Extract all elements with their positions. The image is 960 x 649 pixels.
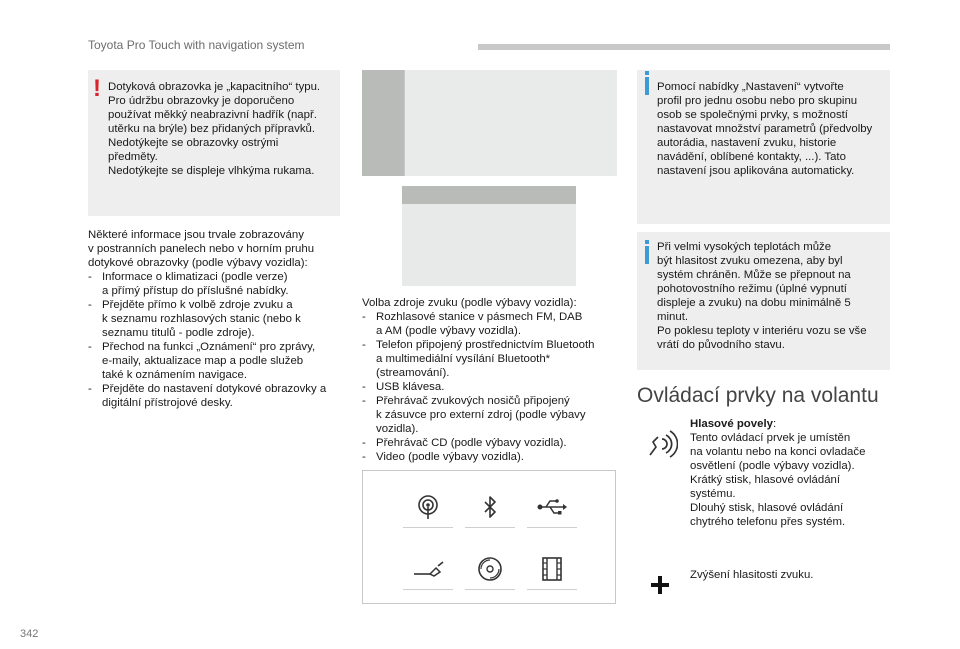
warning-line: používat měkký neabrazivní hadřík (např. xyxy=(108,109,317,121)
cd-icon xyxy=(477,556,503,582)
info-line: Pomocí nabídky „Nastavení“ vytvořte xyxy=(657,81,844,93)
list-item: - Přechod na funkci „Oznámení“ pro zprávy, e-maily, aktualizace map a podle služeb také k oznámením navigace. xyxy=(88,340,353,382)
info-line: osob se společnými prvky, s možností xyxy=(657,109,848,121)
warning-line: Nedotýkejte se obrazovky ostrými xyxy=(108,137,279,149)
voice-line: na volantu nebo na konci ovladače xyxy=(690,446,866,458)
list-line: také k oznámením navigace. xyxy=(102,369,247,381)
voice-line: Krátký stisk, hlasové ovládání xyxy=(690,474,841,486)
voice-command-colon: : xyxy=(772,418,777,430)
list-line: Přejděte do nastavení dotykové obrazovky a xyxy=(102,383,327,395)
middle-body xyxy=(362,296,622,464)
info-text-profiles xyxy=(657,80,889,178)
info-line: vrátí do původního stavu. xyxy=(657,339,785,351)
voice-command-heading xyxy=(690,417,890,431)
list-line: Přehrávač zvukových nosičů připojený xyxy=(376,395,570,407)
voice-line: Dlouhý stisk, hlasové ovládání xyxy=(690,502,844,514)
info-icon xyxy=(645,77,649,95)
list-item: - Přejděte přímo k volbě zdroje zvuku a k seznamu rozhlasových stanic (nebo k seznamu titulů - podle zdroje). xyxy=(88,298,353,340)
voice-command-icon xyxy=(644,425,678,459)
radio-icon xyxy=(416,494,440,520)
list-line: Přejděte přímo k volbě zdroje zvuku a xyxy=(102,299,293,311)
list-item: - Telefon připojený prostřednictvím Bluetooth a multimediální vysílání Bluetooth* (streamování). xyxy=(362,338,622,380)
info-line: nastavení jsou aplikována automaticky. xyxy=(657,165,855,177)
list-line: Přechod na funkci „Oznámení“ pro zprávy, xyxy=(102,341,316,353)
list-line: a přímý přístup do příslušné nabídky. xyxy=(102,285,289,297)
info-line: Po poklesu teploty v interiéru vozu se vše xyxy=(657,325,867,337)
info-icon-dot xyxy=(645,240,649,244)
left-list xyxy=(88,270,353,410)
list-line: Informace o klimatizaci (podle verze) xyxy=(102,271,288,283)
voice-line: chytrého telefonu přes systém. xyxy=(690,516,846,528)
list-item: - USB klávesa. xyxy=(362,380,622,394)
left-intro-line: v postranních panelech nebo v horním pruhu xyxy=(88,243,315,255)
voice-line: osvětlení (podle výbavy vozidla). xyxy=(690,460,855,472)
voice-command-label: Hlasové povely xyxy=(690,418,773,430)
screen-image-top xyxy=(362,70,616,176)
page-number: 342 xyxy=(20,628,39,640)
list-line: a multimediální vysílání Bluetooth* xyxy=(376,353,551,365)
list-line: Rozhlasové stanice v pásmech FM, DAB xyxy=(376,311,583,323)
info-line: pohotovostního režimu (úplné vypnutí xyxy=(657,283,847,295)
section-title: Ovládací prvky na volantu xyxy=(637,384,879,407)
warning-line: Pro údržbu obrazovky je doporučeno xyxy=(108,95,295,107)
list-line: digitální přístrojové desky. xyxy=(102,397,233,409)
list-item: - Rozhlasové stanice v pásmech FM, DAB a AM (podle výbavy vozidla). xyxy=(362,310,622,338)
list-line: USB klávesa. xyxy=(376,381,445,393)
info-line: být hlasitost zvuku omezena, aby byl xyxy=(657,255,843,267)
list-line: a AM (podle výbavy vozidla). xyxy=(376,325,521,337)
source-icons-panel xyxy=(362,470,616,604)
source-cd xyxy=(465,549,515,590)
middle-list xyxy=(362,310,622,464)
info-line: nastavovat množství parametrů (předvolby xyxy=(657,123,873,135)
middle-intro: Volba zdroje zvuku (podle výbavy vozidla): xyxy=(362,297,577,309)
running-header: Toyota Pro Touch with navigation system xyxy=(88,38,305,52)
source-usb xyxy=(527,487,577,528)
volume-up-text: Zvýšení hlasitosti zvuku. xyxy=(690,569,814,581)
left-intro-line: dotykové obrazovky (podle výbavy vozidla): xyxy=(88,257,308,269)
info-line: navádění, oblíbené kontakty, ...). Tato xyxy=(657,151,846,163)
warning-line: Nedotýkejte se displeje vlhkýma rukama. xyxy=(108,165,315,177)
list-item: - Přejděte do nastavení dotykové obrazovky a digitální přístrojové desky. xyxy=(88,382,353,410)
list-line: k seznamu rozhlasových stanic (nebo k xyxy=(102,313,301,325)
warning-line: předměty. xyxy=(108,151,158,163)
list-line: e-maily, aktualizace map a podle služeb xyxy=(102,355,304,367)
info-icon-dot xyxy=(645,71,649,75)
list-item: - Video (podle výbavy vozidla). xyxy=(362,450,622,464)
list-item: - Informace o klimatizaci (podle verze) a přímý přístup do příslušné nabídky. xyxy=(88,270,353,298)
screen-top-bar xyxy=(402,186,576,204)
video-icon xyxy=(541,556,563,582)
screen-display xyxy=(404,70,617,176)
aux-jack-icon xyxy=(412,561,444,577)
left-body xyxy=(88,228,353,410)
list-line: seznamu titulů - podle zdroje). xyxy=(102,327,255,339)
plus-icon xyxy=(650,575,670,595)
list-item: - Přehrávač CD (podle výbavy vozidla). xyxy=(362,436,622,450)
warning-text xyxy=(108,80,340,178)
source-aux xyxy=(403,549,453,590)
info-text-temperature xyxy=(657,240,889,352)
usb-icon xyxy=(537,498,567,516)
list-line: vozidla). xyxy=(376,423,419,435)
source-radio xyxy=(403,487,453,528)
list-line: (streamování). xyxy=(376,367,450,379)
screen-left-panel xyxy=(362,70,404,176)
info-line: profil pro jednu osobu nebo pro skupinu xyxy=(657,95,858,107)
bluetooth-icon xyxy=(482,495,498,519)
list-line: k zásuvce pro externí zdroj (podle výbavy xyxy=(376,409,586,421)
list-line: Telefon připojený prostřednictvím Bluetooth xyxy=(376,339,595,351)
list-item: - Přehrávač zvukových nosičů připojený k zásuvce pro externí zdroj (podle výbavy vozidla). xyxy=(362,394,622,436)
info-line: minut. xyxy=(657,311,689,323)
info-line: autorádia, nastavení zvuku, historie xyxy=(657,137,837,149)
info-line: displeje a zvuku) na dobu minimálně 5 xyxy=(657,297,851,309)
warning-line: utěrku na brýle) bez přidaných přípravků. xyxy=(108,123,316,135)
info-line: Při velmi vysokých teplotách může xyxy=(657,241,832,253)
info-icon xyxy=(645,246,649,264)
header-rule xyxy=(478,44,890,50)
list-line: Přehrávač CD (podle výbavy vozidla). xyxy=(376,437,567,449)
source-bluetooth xyxy=(465,487,515,528)
warning-icon: ! xyxy=(93,75,101,102)
info-line: systém chráněn. Může se přepnout na xyxy=(657,269,851,281)
source-video xyxy=(527,549,577,590)
voice-command-text xyxy=(690,417,890,529)
list-line: Video (podle výbavy vozidla). xyxy=(376,451,524,463)
left-intro-line: Některé informace jsou trvale zobrazovány xyxy=(88,229,304,241)
voice-line: systému. xyxy=(690,488,736,500)
screen-image-middle xyxy=(402,186,576,286)
voice-line: Tento ovládací prvek je umístěn xyxy=(690,432,851,444)
warning-line: Dotyková obrazovka je „kapacitního“ typu. xyxy=(108,81,321,93)
